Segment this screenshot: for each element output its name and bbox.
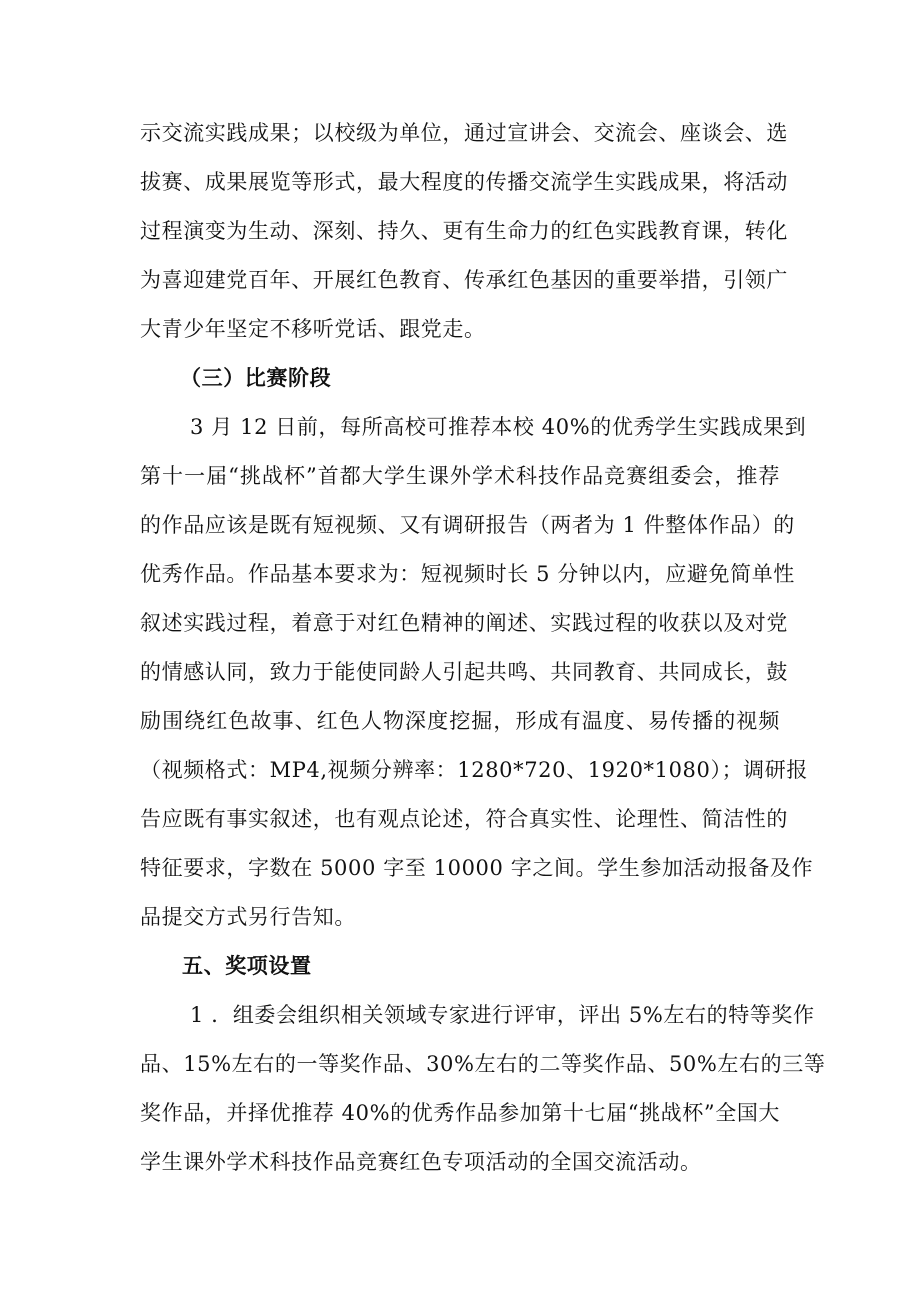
paragraph-2-line-8: （视频格式：MP4,视频分辨率：1280*720、1920*1080）；调研报 — [140, 758, 808, 782]
paragraph-2-line-6: 的情感认同，致力于能使同龄人引起共鸣、共同教育、共同成长，鼓 — [140, 660, 788, 684]
paragraph-1-line-3: 过程演变为生动、深刻、持久、更有生命力的红色实践教育课，转化 — [140, 219, 788, 243]
paragraph-1-line-1: 示交流实践成果；以校级为单位，通过宣讲会、交流会、座谈会、选 — [140, 121, 788, 145]
section-heading-competition-stage: （三）比赛阶段 — [180, 366, 332, 390]
paragraph-2-line-3: 的作品应该是既有短视频、又有调研报告（两者为 1 件整体作品）的 — [140, 513, 795, 537]
paragraph-3-line-1: 1 ．组委会组织相关领域专家进行评审，评出 5%左右的特等奖作 — [190, 1003, 815, 1027]
section-heading-awards: 五、奖项设置 — [182, 954, 312, 978]
paragraph-1-line-2: 拔赛、成果展览等形式，最大程度的传播交流学生实践成果，将活动 — [140, 170, 788, 194]
paragraph-2-line-9: 告应既有事实叙述，也有观点论述，符合真实性、论理性、简洁性的 — [140, 807, 788, 831]
paragraph-2-line-5: 叙述实践过程，着意于对红色精神的阐述、实践过程的收获以及对党 — [140, 611, 788, 635]
paragraph-2-line-2: 第十一届“挑战杯”首都大学生课外学术科技作品竞赛组委会，推荐 — [140, 464, 780, 488]
paragraph-2-line-1: 3 月 12 日前，每所高校可推荐本校 40%的优秀学生实践成果到 — [190, 415, 807, 439]
paragraph-1-line-4: 为喜迎建党百年、开展红色教育、传承红色基因的重要举措，引领广 — [140, 268, 788, 292]
paragraph-3-line-4: 学生课外学术科技作品竞赛红色专项活动的全国交流活动。 — [140, 1150, 702, 1174]
paragraph-2-line-10: 特征要求，字数在 5000 字至 10000 字之间。学生参加活动报备及作 — [140, 856, 814, 880]
paragraph-2-line-7: 励围绕红色故事、红色人物深度挖掘，形成有温度、易传播的视频 — [140, 709, 780, 733]
paragraph-3-line-2: 品、15%左右的一等奖作品、30%左右的二等奖作品、50%左右的三等 — [140, 1052, 826, 1076]
paragraph-3-line-3: 奖作品，并择优推荐 40%的优秀作品参加第十七届“挑战杯”全国大 — [140, 1101, 781, 1125]
paragraph-2-line-4: 优秀作品。作品基本要求为：短视频时长 5 分钟以内，应避免简单性 — [140, 562, 795, 586]
paragraph-1-line-5: 大青少年坚定不移听党话、跟党走。 — [140, 317, 486, 341]
paragraph-2-line-11: 品提交方式另行告知。 — [140, 905, 356, 929]
